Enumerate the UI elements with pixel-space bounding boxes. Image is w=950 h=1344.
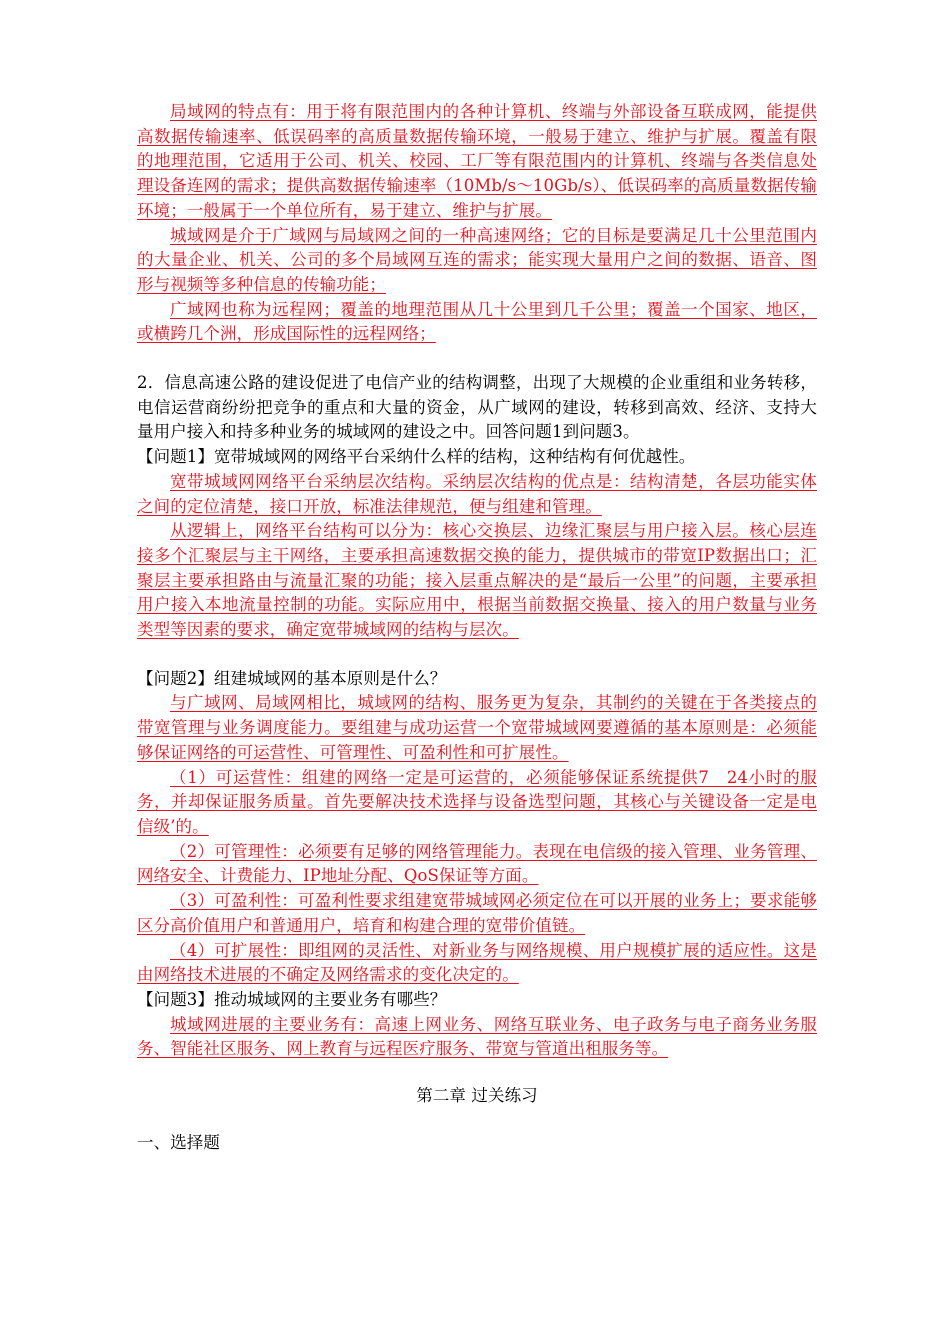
question-2-intro: 2．信息高速公路的建设促进了电信产业的结构调整，出现了大规模的企业重组和业务转移，电信运营商纷纷把竞争的重点和大量的资金，从广域网的建设，转移到高效、经济、支持大量用户接入和持多种业务的城域网的建设之中。回答问题1到问题3。 [137, 373, 817, 442]
answer-1-part-a: 宽带城域网网络平台采纳层次结构。采纳层次结构的优点是：结构清楚，各层功能实体之间的定位清楚，接口开放，标准法律规范，便与组建和管理。 [137, 471, 817, 516]
question-2-heading: 【问题2】组建城域网的基本原则是什么？ [137, 668, 447, 688]
section-title: 一、选择题 [137, 1132, 220, 1152]
question-1-heading: 【问题1】宽带城域网的网络平台采纳什么样的结构，这种结构有何优越性。 [137, 447, 696, 467]
answer-3: 城域网进展的主要业务有：高速上网业务、网络互联业务、电子政务与电子商务业务服务、智能社区服务、网上教育与远程医疗服务、带宽与管道出租服务等。 [137, 1014, 817, 1059]
document-body [137, 100, 817, 1155]
chapter-title: 第二章 过关练习 [416, 1086, 538, 1106]
man-definition-answer: 城域网是介于广域网与局域网之间的一种高速网络；它的目标是要满足几十公里范围内的大量企业、机关、公司的多个局域网互连的需求；能实现大量用户之间的数据、语音、图形与视频等多种信息的传输功能； [137, 225, 817, 294]
answer-2-profitability: （3）可盈利性：可盈利性要求组建宽带城域网必须定位在可以开展的业务上；要求能够区分高价值用户和普通用户，培育和构建合理的宽带价值链。 [137, 891, 817, 935]
wan-definition-answer: 广域网也称为远程网；覆盖的地理范围从几十公里到几千公里；覆盖一个国家、地区，或横跨几个洲，形成国际性的远程网络； [137, 299, 817, 344]
answer-1-part-b: 从逻辑上，网络平台结构可以分为：核心交换层、边缘汇聚层与用户接入层。核心层连接多个汇聚层与主干网络，主要承担高速数据交换的能力，提供城市的带宽IP数据出口；汇聚层主要承担路由与流量汇聚的功能；接入层重点解决的是“最后一公里”的问题，主要承担用户接入本地流量控制的功能。实际应用中，根据当前数据交换量、接入的用户数量与业务类型等因素的要求，确定宽带城域网的结构与层次。 [137, 521, 817, 640]
answer-2-manageability: （2）可管理性：必须要有足够的网络管理能力。表现在电信级的接入管理、业务管理、网络安全、计费能力、IP地址分配、QoS保证等方面。 [137, 841, 817, 886]
spacer [137, 347, 817, 371]
spacer [137, 643, 817, 667]
answer-2-scalability: （4）可扩展性：即组网的灵活性、对新业务与网络规模、用户规模扩展的适应性。这是由网络技术进展的不确定及网络需求的变化决定的。 [137, 940, 817, 985]
question-3-heading: 【问题3】推动城域网的主要业务有哪些？ [137, 989, 447, 1009]
lan-features-answer: 局域网的特点有：用于将有限范围内的各种计算机、终端与外部设备互联成网，能提供高数据传输速率、低误码率的高质量数据传输环境，一般易于建立、维护与扩展。覆盖有限的地理范围，它适用于公司、机关、校园、工厂等有限范围内的计算机、终端与各类信息处理设备连网的需求；提供高数据传输速率（10Mb/s～10Gb/s）、低误码率的高质量数据传输环境；一般属于一个单位所有，易于建立、维护与扩展。 [137, 102, 817, 220]
answer-2-intro: 与广域网、局域网相比，城域网的结构、服务更为复杂，其制约的关键在于各类接点的带宽管理与业务调度能力。要组建与成功运营一个宽带城域网要遵循的基本原则是：必须能够保证网络的可运营性、可管理性、可盈利性和可扩展性。 [137, 693, 817, 762]
answer-2-operability: （1）可运营性：组建的网络一定是可运营的，必须能够保证系统提供7 24小时的服务，并却保证服务质量。首先要解决技术选择与设备选型问题，其核心与关键设备一定是电信级’的。 [137, 767, 817, 836]
